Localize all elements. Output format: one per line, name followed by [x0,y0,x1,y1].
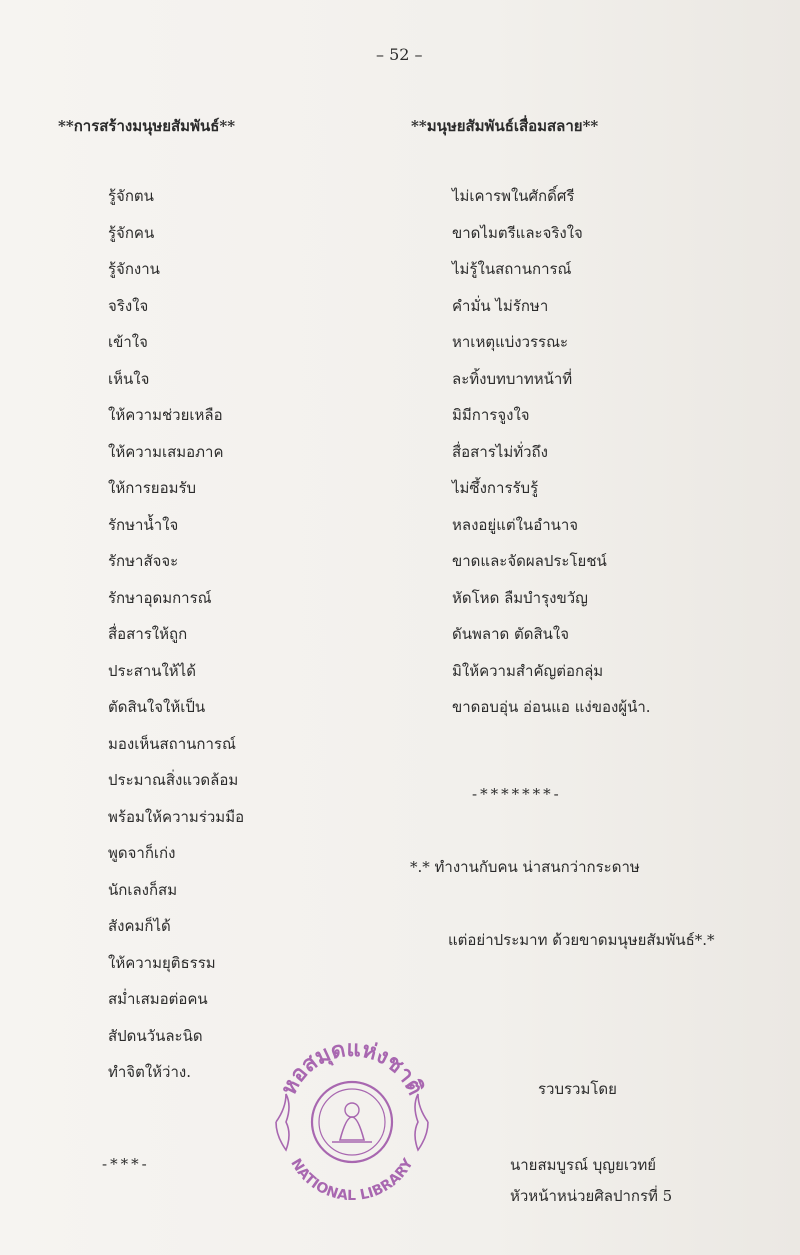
list-item: ขาดไมตรีและจริงใจ [452,223,583,242]
list-item: ให้ความช่วยเหลือ [108,406,223,424]
list-item: ไม่รู้ในสถานการณ์ [452,260,572,278]
section-separator: -*******- [472,785,562,803]
stamp-seal-icon [262,1022,442,1212]
list-item: รู้จักตน [108,187,154,205]
list-item: หลงอยู่แต่ในอำนาจ [452,515,579,534]
right-column-heading: **มนุษยสัมพันธ์เสื่อมสลาย** [411,117,599,135]
list-item: รู้จักงาน [108,260,160,278]
list-item: สื่อสารให้ถูก [108,625,188,643]
author-name: นายสมบูรณ์ บุญยเวทย์ [510,1156,657,1174]
list-item: รู้จักคน [108,223,155,242]
list-item: จริงใจ [108,296,149,315]
list-item: พร้อมให้ความร่วมมือ [108,807,245,826]
list-item: ขาดอบอุ่น อ่อนแอ แง่ของผู้นำ. [452,698,651,716]
list-item: หาเหตุแบ่งวรรณะ [452,333,569,351]
page-number: – 52 – [376,45,423,64]
quote-line-1: *.* ทำงานกับคน น่าสนกว่ากระดาษ [410,858,640,876]
list-item: สัปดนวันละนิด [108,1026,203,1045]
list-item: ให้การยอมรับ [108,479,197,497]
list-item: รักษาน้ำใจ [108,515,179,534]
list-item: สม่ำเสมอต่อคน [108,990,208,1008]
list-item: สังคมก็ได้ [108,917,171,935]
list-item: ไม่ซึ้งการรับรู้ [452,479,539,497]
list-item: ให้ความเสมอภาค [108,442,224,461]
declining-relations-list [452,186,651,734]
list-item: ทำจิตให้ว่าง. [108,1063,191,1081]
left-column-heading: **การสร้างมนุษยสัมพันธ์** [58,117,236,135]
list-item: ขาดและจัดผลประโยชน์ [452,552,607,570]
list-item: ให้ความยุติธรรม [108,953,216,972]
stamp-top-text: หอสมุดแห่งชาติ [275,1035,429,1100]
list-item: ดันพลาด ตัดสินใจ [452,625,570,643]
list-item: หัดโหด ลืมบำรุงขวัญ [452,588,588,607]
list-item: ไม่เคารพในศักดิ์ศรี [452,187,575,205]
build-relations-list [108,186,244,1099]
quote-line-2: แต่อย่าประมาท ด้วยขาดมนุษยสัมพันธ์*.* [448,931,715,949]
list-item: รักษาอุดมการณ์ [108,588,212,607]
list-item: ละทิ้งบทบาทหน้าที่ [452,369,573,388]
author-title: หัวหน้าหน่วยศิลปากรที่ 5 [510,1187,673,1205]
list-item: นักเลงก็สม [108,880,178,899]
list-item: ตัดสินใจให้เป็น [108,698,206,716]
list-item: ประสานให้ได้ [108,661,196,680]
library-stamp [262,1022,442,1212]
list-item: มิให้ความสำคัญต่อกลุ่ม [452,661,604,680]
list-item: สื่อสารไม่ทั่วถึง [452,442,548,461]
list-item: ประมาณสิ่งแวดล้อม [108,771,239,789]
stamp-bottom-text: NATIONAL LIBRARY [287,1155,417,1205]
list-item: รักษาสัจจะ [108,552,179,570]
list-item: คำมั่น ไม่รักษา [452,296,549,315]
list-item: เข้าใจ [108,333,148,351]
compiled-by-label: รวบรวมโดย [538,1080,617,1098]
list-item: เห็นใจ [108,369,150,388]
left-end-mark: -***- [102,1155,150,1173]
list-item: พูดจาก็เก่ง [108,844,176,862]
list-item: มองเห็นสถานการณ์ [108,734,236,753]
list-item: มิมีการจูงใจ [452,406,530,424]
